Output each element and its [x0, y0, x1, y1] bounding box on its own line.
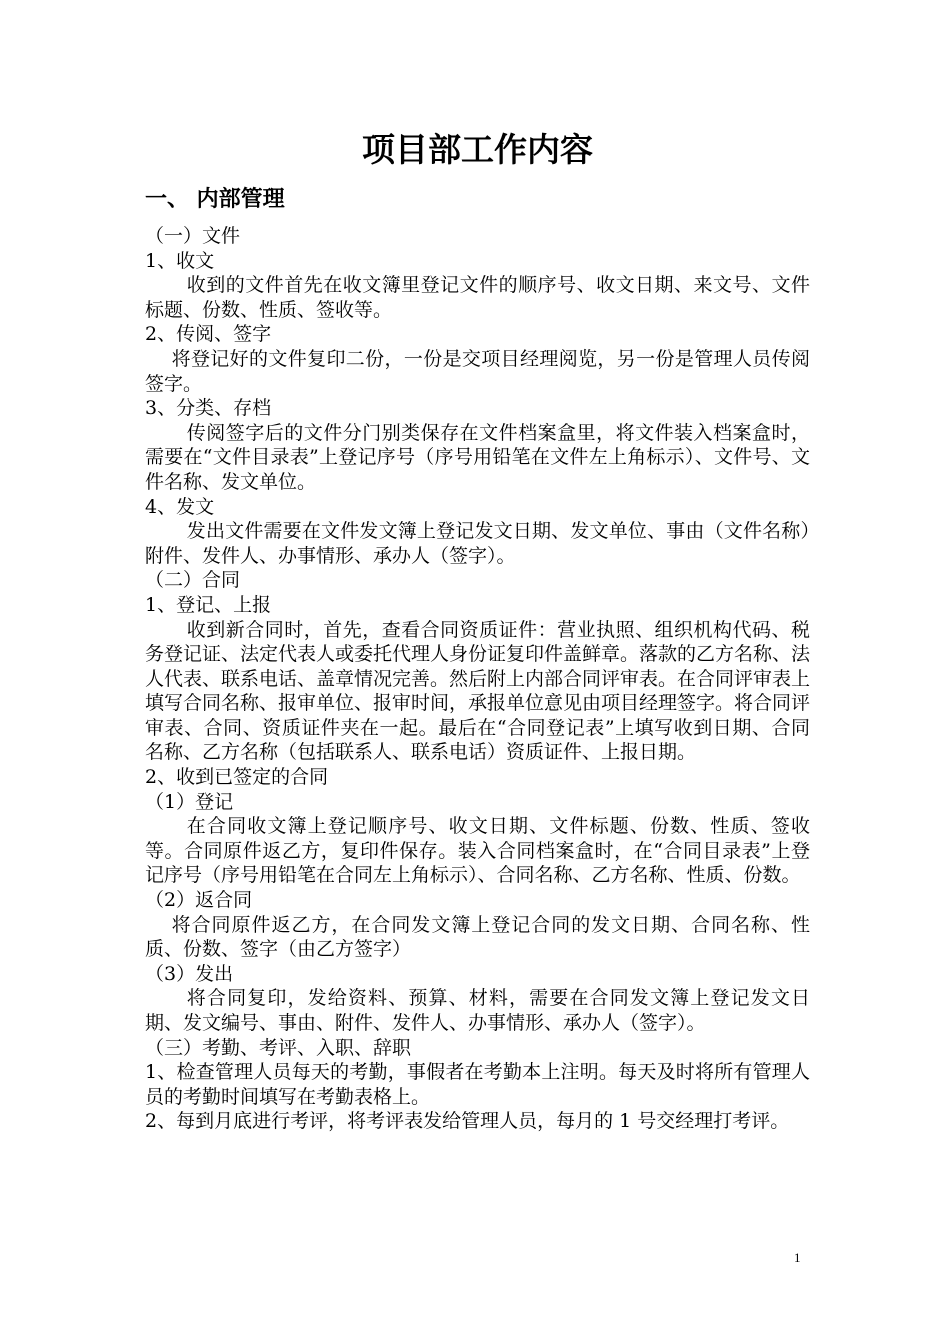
paragraph: 收到的文件首先在收文簿里登记文件的顺序号、收文日期、来文号、文件标题、份数、性质、签收等。: [145, 274, 810, 321]
document-body: [145, 224, 810, 1134]
paragraph: （1）登记: [145, 790, 234, 813]
paragraph: 2、每到月底进行考评，将考评表发给管理人员，每月的 1 号交经理打考评。: [145, 1110, 790, 1133]
paragraph: 4、发文: [145, 495, 215, 518]
section-heading-internal-management: 一、 内部管理: [145, 187, 285, 212]
paragraph: 2、传阅、签字: [145, 323, 272, 346]
paragraph: 1、检查管理人员每天的考勤，事假者在考勤本上注明。每天及时将所有管理人员的考勤时间填写在考勤表格上。: [145, 1061, 810, 1108]
paragraph: （三）考勤、考评、入职、辞职: [145, 1036, 412, 1059]
paragraph: 将登记好的文件复印二份，一份是交项目经理阅览，另一份是管理人员传阅签字。: [145, 347, 810, 395]
paragraph: （二）合同: [145, 569, 241, 592]
document-title: 项目部工作内容: [362, 130, 593, 169]
paragraph: 3、分类、存档: [145, 397, 272, 420]
page-number: 1: [794, 1250, 801, 1265]
paragraph: 发出文件需要在文件发文簿上登记发文日期、发文单位、事由（文件名称）附件、发件人、办事情形、承办人（签字）。: [145, 520, 810, 567]
paragraph: 收到新合同时，首先，查看合同资质证件：营业执照、组织机构代码、税务登记证、法定代表人或委托代理人身份证复印件盖鲜章。落款的乙方名称、法人代表、联系电话、盖章情况完善。然后附上内部合同评审表。在合同评审表上填写合同名称、报审单位、报审时间，承报单位意见由项目经理签字。将合同评审表、合同、资质证件夹在一起。最后在“合同登记表”上填写收到日期、合同名称、乙方名称（包括联系人、联系电话）资质证件、上报日期。: [145, 618, 811, 764]
paragraph: （2）返合同: [145, 889, 253, 912]
paragraph: 将合同复印，发给资料、预算、材料，需要在合同发文簿上登记发文日期、发文编号、事由、附件、发件人、办事情形、承办人（签字）。: [145, 987, 810, 1034]
paragraph: （3）发出: [145, 962, 234, 985]
paragraph: 传阅签字后的文件分门别类保存在文件档案盒里，将文件装入档案盒时，需要在“文件目录表”上登记序号（序号用铅笔在文件左上角标示）、文件号、文件名称、发文单位。: [145, 421, 810, 493]
paragraph: 2、收到已签定的合同: [145, 766, 329, 789]
paragraph: 在合同收文簿上登记顺序号、收文日期、文件标题、份数、性质、签收等。合同原件返乙方，复印件保存。装入合同档案盒时，在“合同目录表”上登记序号（序号用铅笔在合同左上角标示）、合同名称、乙方名称、性质、份数。: [145, 815, 810, 887]
paragraph: 1、收文: [145, 249, 215, 272]
paragraph: （一）文件: [145, 225, 241, 247]
paragraph: 将合同原件返乙方，在合同发文簿上登记合同的发文日期、合同名称、性质、份数、签字（由乙方签字）: [145, 913, 810, 961]
paragraph: 1、登记、上报: [145, 593, 272, 616]
